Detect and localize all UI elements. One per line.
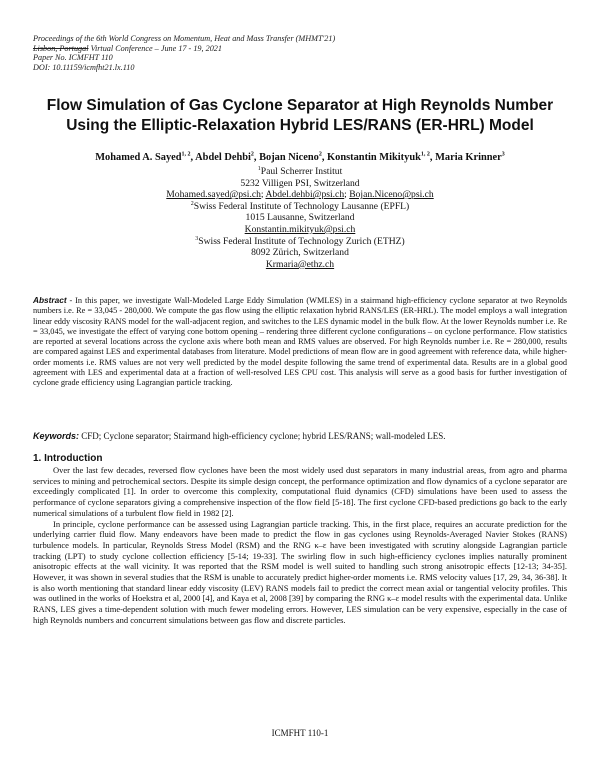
affil-sup: 1 <box>257 165 261 172</box>
page-footer: ICMFHT 110-1 <box>271 728 329 738</box>
header-doi: DOI: 10.11159/icmfht21.lx.110 <box>33 62 135 72</box>
abstract <box>33 295 567 389</box>
affil-name: Swiss Federal Institute of Technology Lausanne (EPFL) <box>193 200 410 212</box>
affiliation-1-address: 5232 Villigen PSI, Switzerland <box>240 177 360 189</box>
affiliation-2-email <box>30 224 570 236</box>
paper-title <box>30 96 570 136</box>
section-body <box>33 465 567 626</box>
email-link[interactable]: Mohamed.sayed@psi.ch <box>166 189 261 201</box>
keywords-label: Keywords: <box>33 431 80 441</box>
author-affil-sup: 2 <box>250 151 254 158</box>
abstract-label: Abstract <box>33 295 67 305</box>
author-affil-sup: 3 <box>501 151 505 158</box>
author-name: Maria Krinner <box>435 152 502 163</box>
paragraph: In principle, cyclone performance can be assessed using Lagrangian particle tracking. This, in the first place, requires an accurate prediction for the underlying carrier fluid flow. Many endeavors have been made to predict the flow in gas cyclones using Reynolds-Averaged Navier Stokes (RANS) turbulence models. In particular, Reynolds Stress Model (RSM) and the RNG κ–ε have been investigated with scrutiny alongside Lagrangian particle tracking (LPT) to study cyclone collection efficiency [5-14; 19-33]. The swirling flow in such high-efficiency cyclones implies naturally prominent anisotropic effects at the wall vicinity. It was reported that the RSM model is well suited to handling such strong anisotropic effects [12-13; 34-35]. However, it was shown in several studies that the RSM is unable to accurately predict higher-order moments i.e. RMS velocity values [17, 29, 34, 36-38]. It is also worth mentioning that standard linear eddy viscosity (LEV) RANS models fail to predict the correct mean axial or tangential velocity profiles. This was outlined in the works of Hoekstra et al, 2000 [4], and Kaya et al, 2008 [39] by comparing the RNG κ–ε model results with the experimental data. Unlike RANS, LES gives a time-dependent solution with much fewer modeling errors. However, LES simulation can be very expensive, especially in the case of high Reynolds numbers and concurrent simulations between gas flow and discrete particles. <box>33 518 567 625</box>
author-separator: , <box>429 152 436 163</box>
author-separator: , <box>253 152 260 163</box>
title-line-2: Using the Elliptic-Relaxation Hybrid LES/RANS (ER-HRL) Model <box>66 117 534 134</box>
author-separator: , <box>321 152 328 163</box>
keywords <box>33 431 567 441</box>
section-heading: 1. Introduction <box>33 453 103 464</box>
email-link[interactable]: Konstantin.mikityuk@psi.ch <box>244 223 356 235</box>
affiliation-3-name <box>30 236 570 248</box>
author-name: Bojan Niceno <box>259 152 319 163</box>
keywords-text: CFD; Cyclone separator; Stairmand high-efficiency cyclone; hybrid LES/RANS; wall-modeled LES. <box>79 431 446 441</box>
author-affil-sup: 1, 2 <box>420 151 430 158</box>
affiliations <box>30 166 570 270</box>
author-separator: , <box>190 152 196 163</box>
abstract-text: - In this paper, we investigate Wall-Modeled Large Eddy Simulation (WMLES) in a stairmand high-efficiency cyclone separator at two Reynolds numbers i.e. Re = 33,045 - 280,000. We compute the gas flow using the elliptic relaxation hybrid RANS/LES (ER-HRL). The model employs a wall integration linear eddy viscosity RANS model for the wall-adjacent region, and switches to the LES dynamic model in the bulk flow. At the lower Reynolds number i.e. Re = 33,045, we investigate the effect of varying cone bottom opening – rendering three different cyclone configurations – on cyclone performance. Flow statistics are reported at several locations across the cyclone axis where both mean and RMS values are observed. For high Reynolds number i.e. Re = 280,000, results are compared against LES and experimental databases from literature. Model predictions of mean flow are in good agreement with reference data, while higher-order moments i.e. RMS values are not very well predicted by the model despite following the same trend of experimental data. Results are in a global good agreement with LES and experimental data at a fraction of well-resolved LES CPU cost. This analysis will serve as a good basis for further investigation of cyclone grade efficiency using Lagrangian particle tracking. <box>33 296 567 388</box>
author-name: Konstantin Mikityuk <box>327 152 421 163</box>
email-link[interactable]: Krmaria@ethz.ch <box>265 258 335 270</box>
affil-sup: 2 <box>190 200 194 207</box>
affil-name: Paul Scherrer Institut <box>260 166 343 177</box>
author-name: Mohamed A. Sayed <box>95 152 182 163</box>
header-paper-number: Paper No. ICMFHT 110 <box>33 53 113 62</box>
proceedings-header <box>33 34 335 72</box>
header-conference: Virtual Conference – June 17 - 19, 2021 <box>88 43 222 53</box>
affiliation-1-name <box>30 166 570 178</box>
affiliation-1-emails: Mohamed.sayed@psi.ch; Abdel.dehbi@psi.ch; Bojan.Niceno@psi.ch <box>166 189 434 201</box>
affiliation-2-name <box>30 201 570 213</box>
paragraph: Over the last few decades, reversed flow cyclones have been the most widely used dust separators in many industrial areas, from agro and pharma services to mining and petrochemical sectors. Despite its simple design concept, the performance optimization and flow dynamics of a cyclone separator are exceedingly complicated [1]. In order to overcome this complexity, computational fluid dynamics (CFD) simulations have been used to assess the performance of cyclone separators giving a comprehensive inspection of the flow field [5-18]. The first cyclone CFD-based predictions go back to the early numerical simulations of a turbulent flow field in 1982 [2]. <box>33 465 567 518</box>
affil-sup: 3 <box>195 235 199 242</box>
author-affil-sup: 1, 2 <box>181 151 191 158</box>
author-affil-sup: 2 <box>318 151 322 158</box>
email-link[interactable]: Bojan.Niceno@psi.ch <box>349 189 434 201</box>
affiliation-3-email <box>30 259 570 271</box>
header-struck-location: Lisbon, Portugal <box>33 43 89 53</box>
author-name: Abdel Dehbi <box>195 152 251 163</box>
affil-name: Swiss Federal Institute of Technology Zurich (ETHZ) <box>198 235 405 247</box>
affiliation-2-address: 1015 Lausanne, Switzerland <box>245 212 355 224</box>
header-line-2 <box>33 44 335 54</box>
header-line-1: Proceedings of the 6th World Congress on Momentum, Heat and Mass Transfer (MHMT'21) <box>33 34 336 43</box>
email-link[interactable]: Abdel.dehbi@psi.ch <box>265 189 345 201</box>
title-line-1: Flow Simulation of Gas Cyclone Separator at High Reynolds Number <box>46 97 554 114</box>
affiliation-3-address: 8092 Zürich, Switzerland <box>251 247 349 259</box>
author-list <box>30 152 570 163</box>
